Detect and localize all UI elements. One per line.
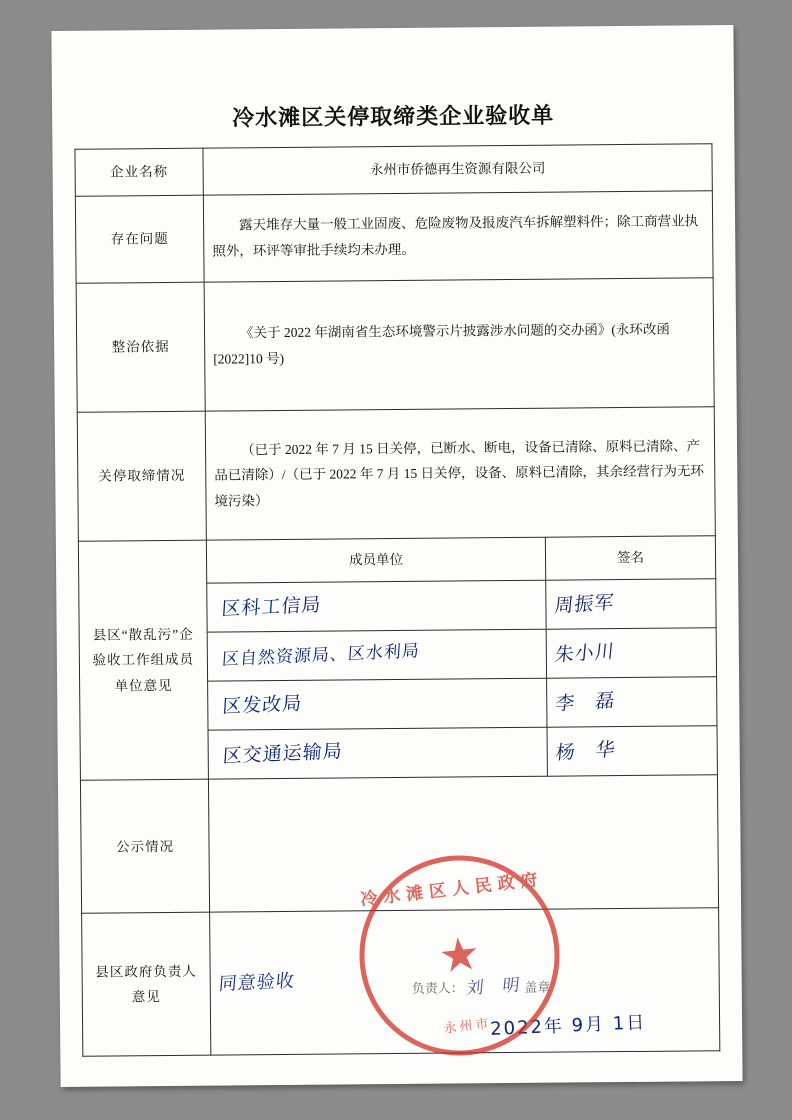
seal-star-icon: ★ — [436, 927, 483, 983]
value-rectification-basis: 《关于 2022 年湖南省生态环境警示片披露涉水问题的交办函》(永环改函[2022]10 号) — [204, 278, 714, 411]
label-rectification-basis: 整治依据 — [76, 282, 205, 412]
member-unit-handwriting: 区自然资源局、区水利局 — [221, 641, 421, 670]
member-signature-cell — [546, 628, 716, 679]
label-public-notice: 公示情况 — [80, 780, 209, 914]
header-signature: 签名 — [545, 536, 715, 580]
member-unit-handwriting: 区科工信局 — [220, 593, 323, 621]
member-unit-cell — [207, 629, 546, 681]
table-row-enterprise-name — [75, 144, 712, 197]
label-closure-status: 关停取缔情况 — [77, 411, 206, 541]
seal-top-text: 冷水滩区人民政府 — [359, 869, 545, 910]
label-enterprise-name: 企业名称 — [75, 148, 203, 196]
member-unit-cell — [208, 678, 547, 730]
member-signature-cell — [546, 579, 716, 630]
value-existing-problem: 露天堆存大量一般工业固废、危险废物及报废汽车拆解塑料件；除工商营业执照外，环评等审批手续均未办理。 — [203, 191, 713, 282]
table-row-public-notice — [80, 775, 718, 914]
value-public-notice — [208, 775, 718, 912]
table-row-existing-problem — [75, 191, 713, 284]
page-title: 冷水滩区关停取缔类企业验收单 — [232, 102, 555, 131]
gov-responsible-label: 负责人： — [411, 980, 464, 996]
member-signature-cell — [547, 677, 717, 728]
table-row-closure-status — [77, 407, 715, 542]
header-member-unit: 成员单位 — [206, 537, 545, 583]
member-signature-handwriting: 朱小川 — [553, 640, 616, 667]
document-body — [51, 25, 742, 1087]
scanned-document-page — [51, 25, 742, 1087]
member-unit-handwriting: 区发改局 — [221, 692, 303, 719]
gov-signature-handwriting: 刘 明 — [465, 975, 522, 999]
gov-opinion-date: 2022年 9月 1日 — [489, 1012, 647, 1040]
table-row-member-header — [78, 536, 715, 585]
label-gov-opinion: 县区政府负责人意见 — [82, 913, 211, 1057]
label-existing-problem: 存在问题 — [75, 195, 204, 283]
member-signature-handwriting: 李 磊 — [554, 689, 617, 716]
gov-responsible-line — [412, 972, 551, 998]
value-closure-status: （已于 2022 年 7 月 15 日关停，已断水、断电，设备已清除、原料已清除、产品已清除）/（已于 2022 年 7 月 15 日关停，设备、原料已清除，其余经营行为无环境污染） — [205, 407, 715, 540]
member-signature-handwriting: 杨 华 — [554, 738, 617, 765]
gov-seal-suffix: 盖章 — [524, 979, 551, 995]
value-enterprise-name: 永州市侨德再生资源有限公司 — [203, 144, 712, 195]
member-unit-handwriting: 区交通运输局 — [222, 740, 344, 768]
seal-bottom-text: 永州市 — [442, 1015, 493, 1036]
table-row-rectification-basis — [76, 278, 714, 413]
acceptance-form-table — [74, 143, 720, 1057]
label-workgroup-opinion: 县区“散乱污”企验收工作组成员单位意见 — [78, 540, 208, 780]
member-unit-cell — [207, 580, 546, 632]
member-signature-handwriting: 周振军 — [553, 591, 616, 618]
member-unit-cell — [208, 727, 547, 779]
gov-opinion-handwriting: 同意验收 — [217, 970, 296, 996]
member-signature-cell — [547, 726, 717, 777]
